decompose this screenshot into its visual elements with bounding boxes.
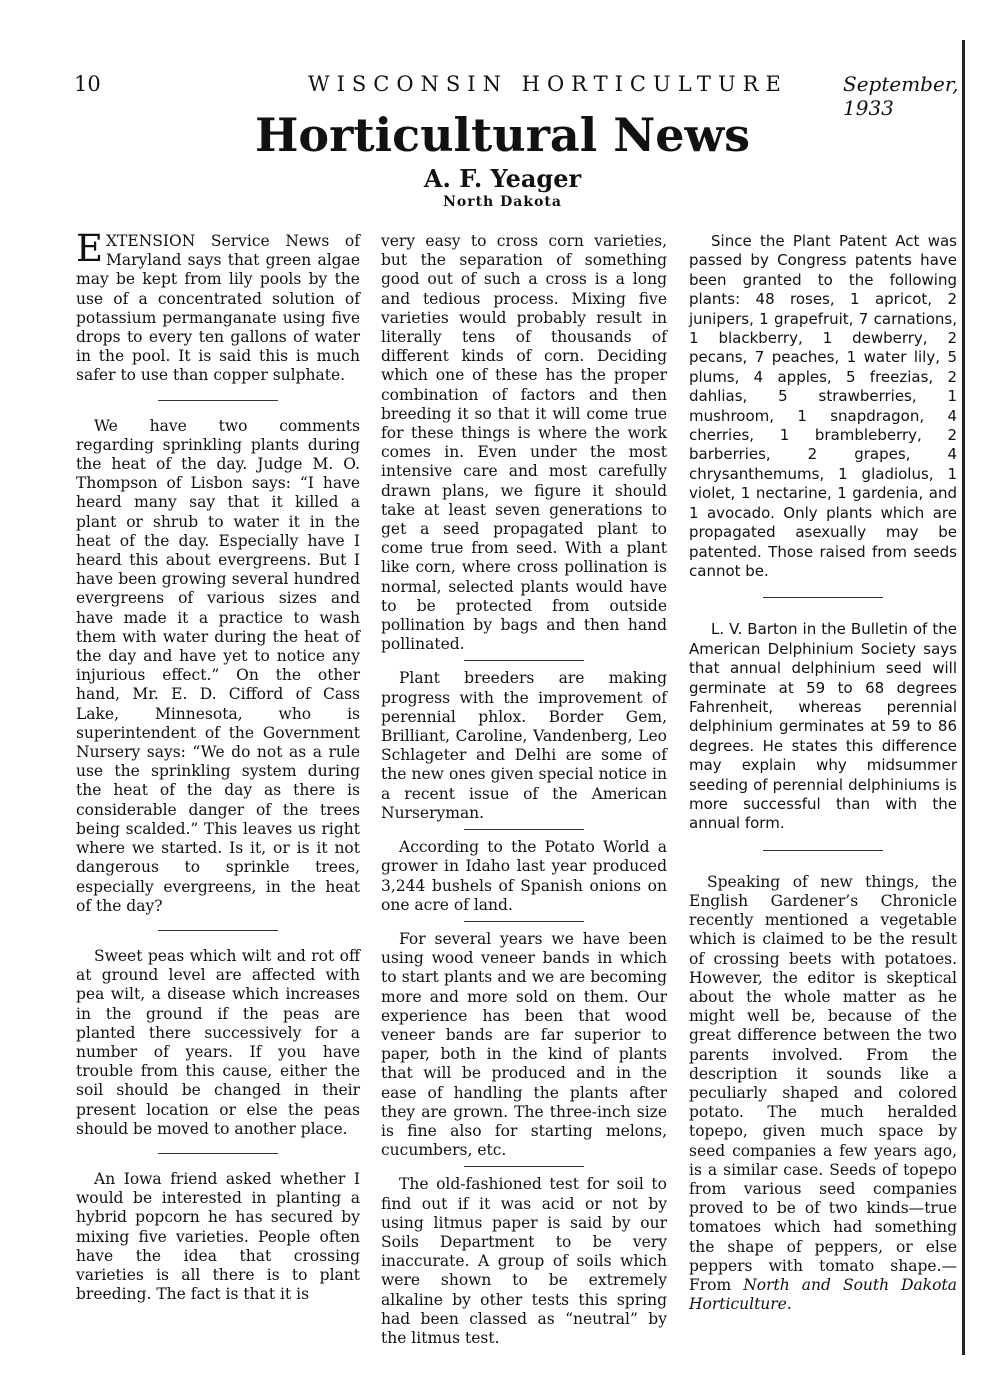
divider — [158, 1153, 278, 1154]
paragraph-onions: According to the Potato World a grower in Idaho last year produced 3,244 bushels of Spanish onions on one acre of land. — [381, 838, 667, 914]
paragraph-extension-service — [76, 227, 360, 386]
divider — [464, 1166, 584, 1167]
divider — [158, 930, 278, 931]
paragraph-sweet-peas: Sweet peas which wilt and rot off at ground level are affected with pea wilt, a disease which increases in the ground if the peas are planted there successively for a number of years. If you have trouble from this cause, either the soil should be changed in their present location or else the peas should be moved to another place. — [76, 946, 360, 1138]
journal-title: WISCONSIN HORTICULTURE — [308, 72, 788, 96]
column-2 — [381, 232, 667, 1348]
paragraph-plant-patent: Since the Plant Patent Act was passed by Congress patents have been granted to the following plants: 48 roses, 1 apricot, 2 junipers, 1 grapefruit, 7 carnations, 1 blackberry, 1 dewberry, 2 pecans, 7 peaches, 1 water lily, 5 plums, 4 apples, 5 freezias, 2 dahlias, 5 strawberries, 1 mushroom, 1 snapdragon, 4 cherries, 1 brambleberry, 2 barberries, 2 grapes, 4 chrysanthemums, 1 gladiolus, 1 violet, 1 nectarine, 1 gardenia, and 1 avocado. Only plants which are propagated asexually may be patented. Those raised from seeds cannot be. — [689, 232, 957, 580]
divider — [464, 660, 584, 661]
paragraph-text: Speaking of new things, the English Gardener’s Chronicle recently mentioned a vegetable which is claimed to be the result of crossing beets with potatoes. However, the editor is skeptical about the whole matter as he might well be, because of the great difference between the two parents involved. From the description it sounds like a peculiarly shaped and colored potato. The much heralded topepo, given much space by seed companies a few years ago, is a similar case. Seeds of topepo from various seed companies proved to be of two kinds—true tomatoes which had something the shape of peppers, or else peppers with tomato shape.—From — [689, 872, 957, 1295]
column-1 — [76, 227, 360, 1304]
divider — [464, 921, 584, 922]
paragraph-sprinkling: We have two comments regarding sprinkling plants during the heat of the day. Judge M. O. Thompson of Lisbon says: “I have heard many say that it killed a plant or shrub to water it in the heat of the day. Especially have I heard this about evergreens. But I have been growing several hundred evergreens of various sizes and have made it a practice to wash them with water during the heat of the day and have yet to notice any injurious effect.” On the other hand, Mr. E. D. Cifford of Cass Lake, Minnesota, who is superintendent of the Government Nursery says: “We do not as a rule use the sprinkling system during the heat of the day as there is considerable danger of the trees being scalded.” This leaves us right where we started. Is it, or is it not dangerous to sprinkle trees, especially evergreens, in the heat of the day? — [76, 416, 360, 915]
divider — [763, 850, 883, 851]
paragraph-popcorn: An Iowa friend asked whether I would be interested in planting a hybrid popcorn he has secured by mixing five varieties. People often have the idea that crossing varieties is all there is to plant breeding. The fact is that it is — [76, 1169, 360, 1304]
page-edge-rule — [962, 40, 965, 1355]
issue-date: September, 1933 — [843, 72, 959, 120]
page-number: 10 — [74, 72, 101, 96]
paragraph-phlox: Plant breeders are making progress with the improvement of perennial phlox. Border Gem, Brilliant, Caroline, Vandenberg, Leo Schlageter and Delhi are some of the new ones given special notice in a recent issue of the American Nurseryman. — [381, 669, 667, 822]
paragraph-litmus: The old-fashioned test for soil to find out if it was acid or not by using litmus paper is said by our Soils Department to be very inaccurate. A group of soils which were shown to be extremely alkaline by other tests this spring had been classed as “neutral” by the litmus test. — [381, 1175, 667, 1347]
column-3 — [689, 232, 957, 1314]
paragraph-corn-varieties: very easy to cross corn varieties, but the separation of something good out of such a cross is a long and tedious process. Mixing five varieties would probably result in literally tens of thousands of different kinds of corn. Deciding which one of these has the proper combination of factors and then breeding it so that it will come true for these things is where the work comes in. Even under the most intensive care and most carefully drawn plans, we figure it should take at least seven generations to get a seed propagated plant to come true from seed. With a plant like corn, where cross pollination is normal, selected plants would have to be protected from outside pollination by bags and then hand pollinated. — [381, 232, 667, 654]
running-header — [0, 72, 1005, 120]
paragraph-topepo — [689, 873, 957, 1315]
paragraph-delphinium: L. V. Barton in the Bulletin of the American Delphinium Society says that annual delphinium seed will germinate at 59 to 68 degrees Fahrenheit, whereas perennial delphinium germinates at 59 to 86 degrees. He states this difference may explain why midsummer seeding of perennial delphiniums is more successful than with the annual form. — [689, 620, 957, 833]
divider — [464, 829, 584, 830]
author-location: North Dakota — [443, 194, 562, 210]
article-title: Horticultural News — [254, 108, 751, 162]
divider — [158, 400, 278, 401]
paragraph-text: XTENSION Service News of Maryland says that green algae may be kept from lily pools by the use of a concentrated solution of potassium permanganate using five drops to every ten gallons of water in the pool. It is said this is much safer to use than copper sulphate. — [76, 232, 360, 385]
article-author: A. F. Yeager — [423, 164, 582, 193]
source-citation: North and South Dakota Horticulture. — [689, 1276, 957, 1314]
drop-cap: E — [76, 227, 104, 270]
paragraph-veneer-bands: For several years we have been using wood veneer bands in which to start plants and we are becoming more and more sold on them. Our experience has been that wood veneer bands are far superior to paper, both in the kind of plants that will be produced and in the ease of handling the plants after they are grown. The three-inch size is fine also for starting melons, cucumbers, etc. — [381, 929, 667, 1160]
divider — [763, 597, 883, 598]
